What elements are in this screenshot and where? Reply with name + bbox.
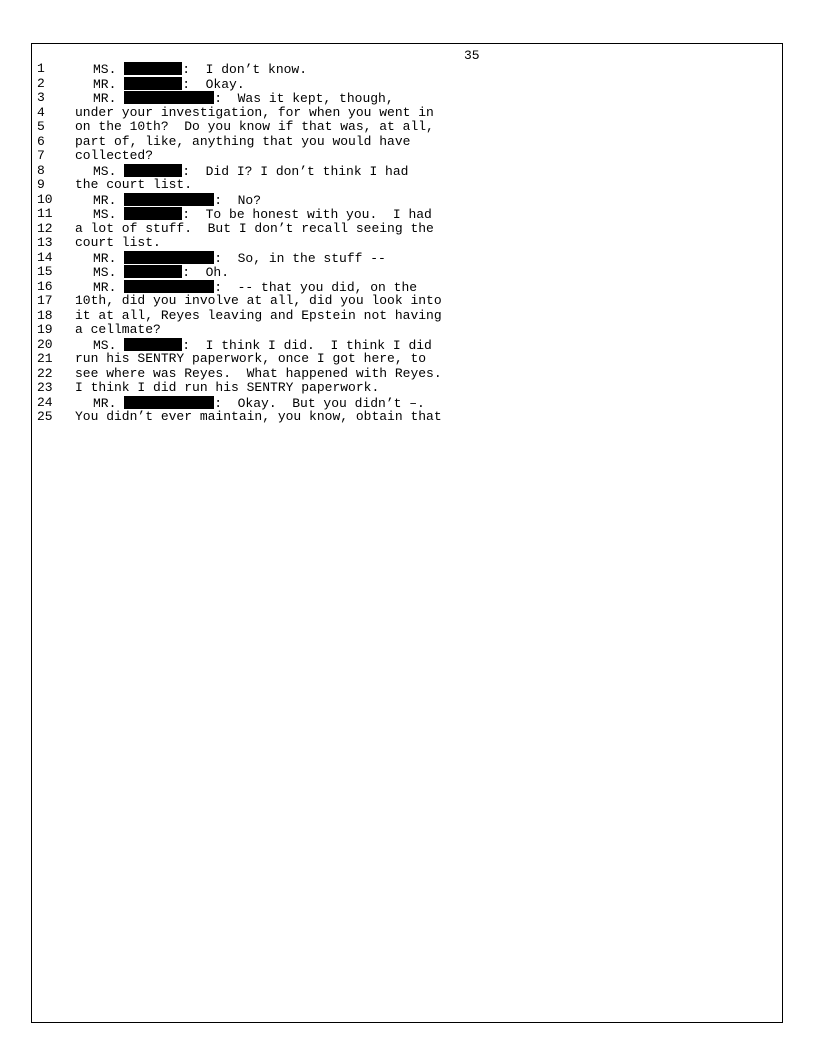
line-number: 7 bbox=[37, 148, 45, 163]
spoken-text: it at all, Reyes leaving and Epstein not having bbox=[75, 307, 442, 323]
speaker-label: MS. bbox=[93, 265, 117, 280]
speaker-label: MS. bbox=[93, 62, 117, 77]
transcript-line bbox=[37, 280, 777, 295]
line-number: 15 bbox=[37, 264, 53, 279]
spoken-text: 10th, did you involve at all, did you look into bbox=[75, 293, 442, 308]
transcript-line bbox=[37, 309, 777, 324]
line-text bbox=[75, 120, 434, 135]
line-number: 22 bbox=[37, 365, 53, 381]
speaker-label: MR. bbox=[93, 279, 117, 295]
line-number: 1 bbox=[37, 61, 45, 76]
spoken-text: a cellmate? bbox=[75, 322, 161, 337]
spoken-text: on the 10th? Do you know if that was, at all, bbox=[75, 119, 434, 134]
line-text bbox=[75, 323, 161, 338]
redacted-name bbox=[124, 265, 182, 278]
line-text bbox=[75, 178, 192, 193]
transcript-line bbox=[37, 338, 777, 353]
spoken-text: part of, like, anything that you would have bbox=[75, 133, 411, 149]
spoken-text: : I don’t know. bbox=[182, 62, 308, 77]
line-text bbox=[93, 62, 307, 78]
spoken-text: : No? bbox=[214, 192, 262, 208]
line-text bbox=[75, 222, 434, 237]
line-text bbox=[93, 251, 386, 267]
transcript-line bbox=[37, 381, 777, 396]
line-number: 4 bbox=[37, 104, 45, 120]
spoken-text: run his SENTRY paperwork, once I got here, to bbox=[75, 351, 427, 366]
speaker-label: MR. bbox=[93, 250, 117, 266]
transcript-line bbox=[37, 178, 777, 193]
spoken-text: : Oh. bbox=[182, 265, 230, 280]
line-number: 9 bbox=[37, 177, 45, 192]
line-text bbox=[75, 236, 161, 251]
spoken-text: : Was it kept, though, bbox=[214, 91, 394, 106]
line-number: 13 bbox=[37, 235, 53, 250]
transcript-line bbox=[37, 193, 777, 208]
redacted-name bbox=[124, 193, 214, 206]
line-text bbox=[93, 77, 245, 93]
transcript-line bbox=[37, 410, 777, 425]
page-number: 35 bbox=[464, 48, 480, 63]
speaker-label: MS. bbox=[93, 163, 117, 179]
line-number: 23 bbox=[37, 380, 53, 395]
line-text bbox=[75, 149, 153, 164]
transcript-body bbox=[37, 62, 777, 425]
transcript-line bbox=[37, 367, 777, 382]
line-text bbox=[75, 135, 410, 150]
line-text bbox=[75, 309, 442, 324]
line-number: 3 bbox=[37, 90, 45, 105]
line-text bbox=[75, 381, 379, 396]
redacted-name bbox=[124, 91, 214, 104]
spoken-text: : Okay. bbox=[182, 76, 245, 92]
line-number: 8 bbox=[37, 162, 45, 178]
speaker-label: MR. bbox=[93, 76, 117, 92]
line-number: 24 bbox=[37, 394, 53, 410]
line-text bbox=[75, 410, 442, 425]
transcript-line bbox=[37, 164, 777, 179]
spoken-text: : Did I? I don’t think I had bbox=[182, 163, 409, 179]
speaker-label: MR. bbox=[93, 192, 117, 208]
line-number: 12 bbox=[37, 220, 53, 236]
line-text bbox=[75, 352, 426, 367]
line-number: 5 bbox=[37, 119, 45, 134]
spoken-text: : To be honest with you. I had bbox=[182, 207, 432, 222]
transcript-line bbox=[37, 120, 777, 135]
spoken-text: under your investigation, for when you went in bbox=[75, 104, 434, 120]
line-number: 17 bbox=[37, 293, 53, 308]
redacted-name bbox=[124, 396, 214, 409]
speaker-label: MS. bbox=[93, 337, 117, 353]
spoken-text: : Okay. But you didn’t –. bbox=[214, 395, 425, 411]
transcript-line bbox=[37, 396, 777, 411]
spoken-text: a lot of stuff. But I don’t recall seeing the bbox=[75, 220, 434, 236]
redacted-name bbox=[124, 280, 214, 293]
line-number: 16 bbox=[37, 278, 53, 294]
speaker-label: MR. bbox=[93, 91, 117, 106]
line-number: 2 bbox=[37, 75, 45, 91]
redacted-name bbox=[124, 207, 182, 220]
spoken-text: the court list. bbox=[75, 177, 193, 192]
transcript-line bbox=[37, 352, 777, 367]
line-number: 18 bbox=[37, 307, 53, 323]
spoken-text: court list. bbox=[75, 235, 161, 250]
line-number: 14 bbox=[37, 249, 53, 265]
line-number: 20 bbox=[37, 336, 53, 352]
spoken-text: I think I did run his SENTRY paperwork. bbox=[75, 380, 380, 395]
line-text bbox=[75, 294, 442, 309]
spoken-text: : So, in the stuff -- bbox=[214, 250, 386, 266]
line-text bbox=[93, 265, 229, 281]
transcript-line bbox=[37, 207, 777, 222]
line-number: 10 bbox=[37, 191, 53, 207]
spoken-text: see where was Reyes. What happened with Reyes. bbox=[75, 365, 442, 381]
spoken-text: You didn’t ever maintain, you know, obtain that bbox=[75, 409, 442, 424]
line-number: 25 bbox=[37, 409, 53, 424]
speaker-label: MR. bbox=[93, 395, 117, 411]
line-number: 6 bbox=[37, 133, 45, 149]
transcript-line bbox=[37, 251, 777, 266]
line-number: 21 bbox=[37, 351, 53, 366]
redacted-name bbox=[124, 338, 182, 351]
transcript-line bbox=[37, 91, 777, 106]
transcript-line bbox=[37, 149, 777, 164]
redacted-name bbox=[124, 164, 182, 177]
line-number: 11 bbox=[37, 206, 53, 221]
spoken-text: collected? bbox=[75, 148, 154, 163]
spoken-text: : I think I did. I think I did bbox=[182, 337, 432, 353]
line-number: 19 bbox=[37, 322, 53, 337]
redacted-name bbox=[124, 77, 182, 90]
speaker-label: MS. bbox=[93, 207, 117, 222]
spoken-text: : -- that you did, on the bbox=[214, 279, 418, 295]
transcript-line bbox=[37, 77, 777, 92]
transcript-line bbox=[37, 265, 777, 280]
transcript-line bbox=[37, 62, 777, 77]
transcript-line bbox=[37, 222, 777, 237]
transcript-line bbox=[37, 135, 777, 150]
transcript-line bbox=[37, 294, 777, 309]
line-text bbox=[93, 193, 261, 209]
transcript-line bbox=[37, 106, 777, 121]
line-text bbox=[75, 367, 442, 382]
transcript-line bbox=[37, 323, 777, 338]
line-text bbox=[75, 106, 434, 121]
transcript-line bbox=[37, 236, 777, 251]
redacted-name bbox=[124, 62, 182, 75]
redacted-name bbox=[124, 251, 214, 264]
